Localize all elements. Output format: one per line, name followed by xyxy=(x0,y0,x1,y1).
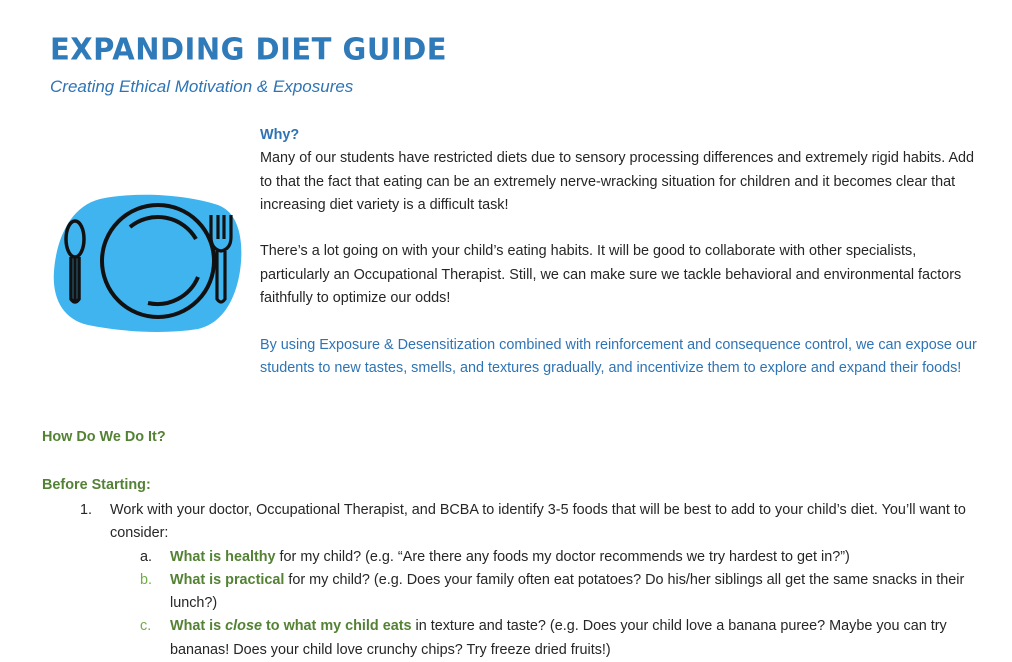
list-number: 1. xyxy=(80,502,93,518)
sub-list-item xyxy=(42,546,982,569)
how-heading: How Do We Do It? xyxy=(42,429,166,445)
highlight-italic: close xyxy=(225,618,262,635)
why-heading: Why? xyxy=(260,127,300,143)
highlight-part: to what my child eats xyxy=(261,618,412,635)
highlight-part: What is xyxy=(170,618,226,635)
sub-item-text: for my child? (e.g. “Are there any foods my doctor recommends we try hardest to get in?”) xyxy=(275,548,850,565)
intro-paragraph-3: By using Exposure & Desensitization combined with reinforcement and consequence control, we can expose our students to new tastes, smells, and textures gradually, and incentivize them to explore and expand their foods! xyxy=(260,336,977,376)
page-subtitle: Creating Ethical Motivation & Exposures xyxy=(50,77,354,96)
sub-item-text: in texture and taste? (e.g. Does your child love a banana puree? Maybe you can try bananas! Does your child love crunchy chips? Try freeze dried fruits!) xyxy=(170,618,947,658)
sub-list-item xyxy=(42,615,982,662)
sub-list-item xyxy=(42,569,982,616)
sub-item-highlight: What is practical xyxy=(170,571,285,588)
before-starting-heading: Before Starting: xyxy=(42,477,151,493)
sub-list-letter: b. xyxy=(140,571,153,588)
sub-list-letter: a. xyxy=(140,548,153,565)
list-item-text: Work with your doctor, Occupational Therapist, and BCBA to identify 3-5 foods that will be best to add to your child’s diet. You’ll want to consider: xyxy=(110,502,966,542)
sub-item-text: for my child? (e.g. Does your family often eat potatoes? Do his/her siblings all get the same snacks in their lunch?) xyxy=(170,571,965,612)
sub-item-highlight xyxy=(170,618,412,634)
intro-paragraph-2: There’s a lot going on with your child’s eating habits. It will be good to collaborate with other specialists, particularly an Occupational Therapist. Still, we can make sure we tackle behavioral and environmental factors faithfully to optimize our odds! xyxy=(260,243,962,307)
plate-illustration xyxy=(48,193,244,338)
intro-paragraph-1: Many of our students have restricted diets due to sensory processing differences and extremely rigid habits. Add to that the fact that eating can be an extremely nerve-wracking situation for children and it becomes clear that increasing diet variety is a difficult task! xyxy=(260,150,975,213)
page-title: EXPANDING DIET GUIDE xyxy=(50,31,448,67)
steps-list xyxy=(42,499,982,662)
sub-item-highlight: What is healthy xyxy=(170,548,276,565)
list-item xyxy=(42,499,982,546)
sub-list-letter: c. xyxy=(140,618,152,635)
intro-section xyxy=(260,124,980,404)
